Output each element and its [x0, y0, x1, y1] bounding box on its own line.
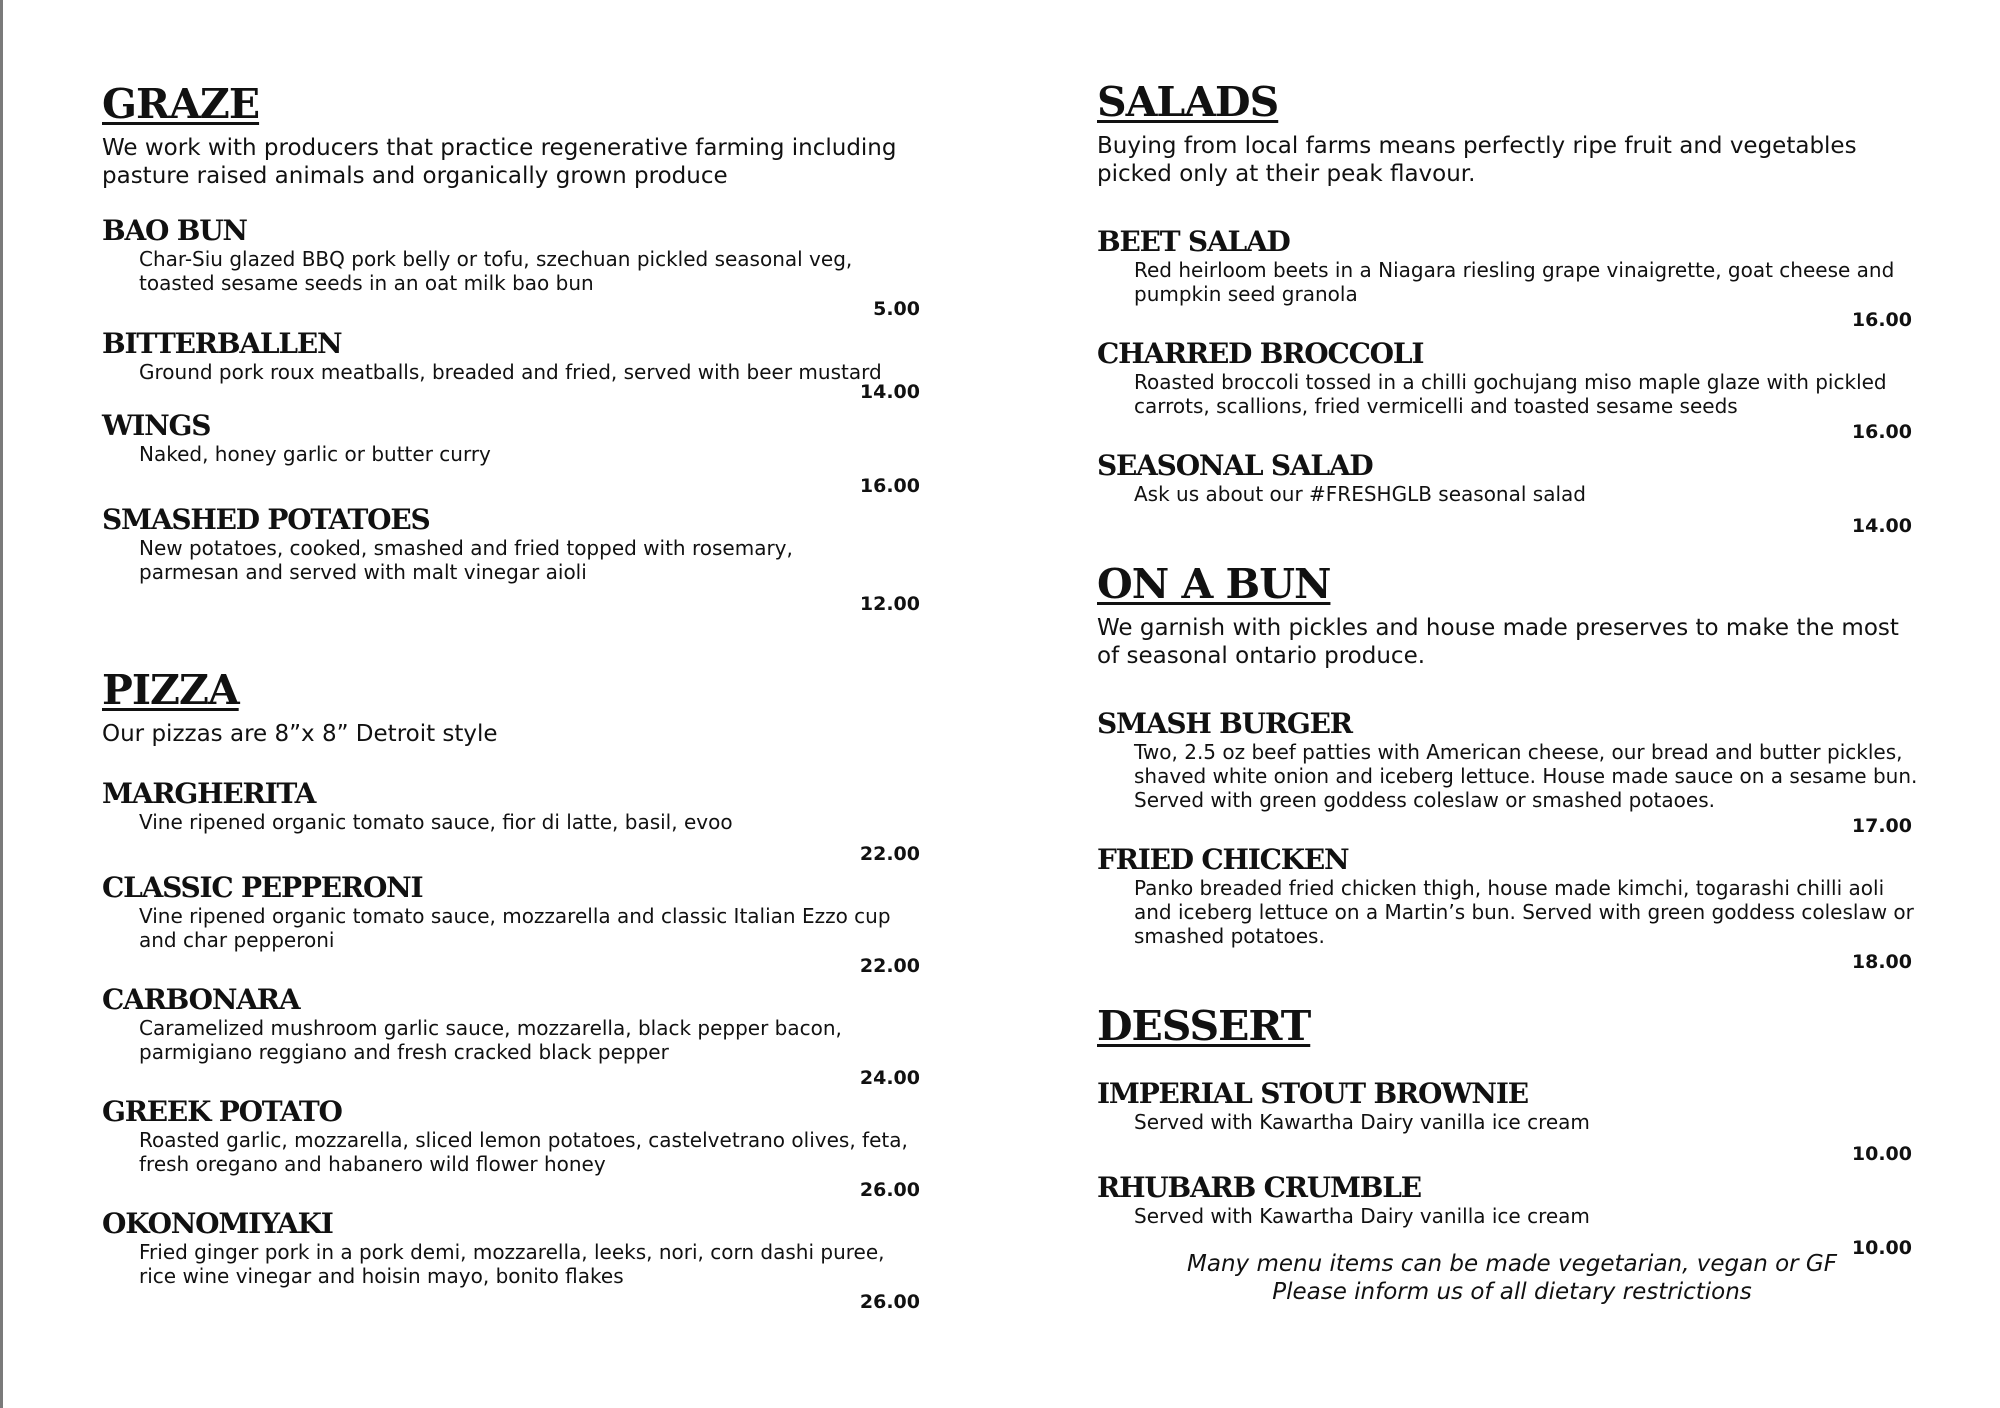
menu-item-rhubarb-crumble: [1097, 1172, 1927, 1260]
item-name: BITTERBALLEN: [102, 327, 342, 360]
item-description: Red heirloom beets in a Niagara riesling grape vinaigrette, goat cheese and pumpkin seed granola: [1134, 258, 1895, 306]
menu-item-charred-broccoli: [1097, 338, 1927, 444]
section-description: We work with producers that practice regenerative farming including pasture raised animals and organically grown produce: [102, 135, 897, 189]
menu-item-margherita: [102, 778, 922, 866]
item-description: Vine ripened organic tomato sauce, fior di latte, basil, evoo: [139, 810, 733, 834]
item-name: MARGHERITA: [102, 777, 316, 810]
menu-item-classic-pepperoni: [102, 872, 922, 978]
item-price: 16.00: [859, 475, 920, 497]
section-graze: [102, 80, 922, 616]
item-price: 26.00: [859, 1179, 920, 1201]
dietary-note-line-1: Many menu items can be made vegetarian, vegan or GF: [1187, 1251, 1837, 1277]
item-name: FRIED CHICKEN: [1097, 843, 1349, 876]
item-description: New potatoes, cooked, smashed and fried topped with rosemary, parmesan and served with malt vinegar aioli: [139, 536, 793, 584]
section-on-a-bun: [1097, 560, 1927, 974]
item-description: Served with Kawartha Dairy vanilla ice cream: [1134, 1204, 1590, 1228]
menu-item-carbonara: [102, 984, 922, 1090]
item-name: OKONOMIYAKI: [102, 1207, 333, 1240]
menu-item-bitterballen: [102, 328, 922, 404]
item-description: Char-Siu glazed BBQ pork belly or tofu, szechuan pickled seasonal veg, toasted sesame seeds in an oat milk bao bun: [139, 247, 853, 295]
menu-item-smash-burger: [1097, 708, 1927, 838]
section-title: PIZZA: [102, 666, 239, 714]
item-price: 16.00: [1851, 421, 1912, 443]
item-price: 10.00: [1851, 1237, 1912, 1259]
item-price: 5.00: [873, 298, 920, 320]
item-name: SMASH BURGER: [1097, 707, 1352, 740]
item-description: Caramelized mushroom garlic sauce, mozzarella, black pepper bacon, parmigiano reggiano and fresh cracked black pepper: [139, 1016, 842, 1064]
item-description: Panko breaded fried chicken thigh, house made kimchi, togarashi chilli aoli and iceberg lettuce on a Martin’s bun. Served with green goddess coleslaw or smashed potatoes.: [1134, 876, 1914, 948]
menu-item-beet-salad: [1097, 226, 1927, 332]
item-description: Naked, honey garlic or butter curry: [139, 442, 491, 466]
item-price: 10.00: [1851, 1143, 1912, 1165]
section-title: GRAZE: [102, 80, 260, 128]
item-description: Served with Kawartha Dairy vanilla ice cream: [1134, 1110, 1590, 1134]
menu-item-fried-chicken: [1097, 844, 1927, 974]
item-price: 16.00: [1851, 309, 1912, 331]
item-name: SEASONAL SALAD: [1097, 449, 1373, 482]
item-name: SMASHED POTATOES: [102, 503, 430, 536]
item-name: IMPERIAL STOUT BROWNIE: [1097, 1077, 1528, 1110]
item-price: 22.00: [859, 843, 920, 865]
section-dessert: [1097, 1002, 1927, 1260]
item-description: Roasted garlic, mozzarella, sliced lemon potatoes, castelvetrano olives, feta, fresh oregano and habanero wild flower honey: [139, 1128, 908, 1176]
section-title: ON A BUN: [1097, 560, 1331, 608]
section-title: SALADS: [1097, 78, 1279, 126]
menu-item-imperial-stout-brownie: [1097, 1078, 1927, 1166]
item-description: Fried ginger pork in a pork demi, mozzarella, leeks, nori, corn dashi puree, rice wine vinegar and hoisin mayo, bonito flakes: [139, 1240, 885, 1288]
item-description: Two, 2.5 oz beef patties with American cheese, our bread and butter pickles, shaved white onion and iceberg lettuce. House made sauce on a sesame bun. Served with green goddess coleslaw or smashed potaoes.: [1134, 740, 1918, 812]
item-name: RHUBARB CRUMBLE: [1097, 1171, 1421, 1204]
section-title: DESSERT: [1097, 1002, 1311, 1050]
item-price: 26.00: [859, 1291, 920, 1313]
dietary-note-line-2: Please inform us of all dietary restrictions: [1272, 1279, 1752, 1305]
item-price: 14.00: [859, 381, 920, 403]
item-price: 18.00: [1851, 951, 1912, 973]
menu-item-seasonal-salad: [1097, 450, 1927, 538]
menu-item-okonomiyaki: [102, 1208, 922, 1314]
right-column: [1097, 78, 1927, 1260]
section-pizza: [102, 666, 922, 1314]
item-price: 17.00: [1851, 815, 1912, 837]
section-description: Buying from local farms means perfectly ripe fruit and vegetables picked only at their peak flavour.: [1097, 133, 1857, 187]
item-description: Vine ripened organic tomato sauce, mozzarella and classic Italian Ezzo cup and char pepperoni: [139, 904, 891, 952]
item-price: 12.00: [859, 593, 920, 615]
item-price: 24.00: [859, 1067, 920, 1089]
item-description: Ask us about our #FRESHGLB seasonal salad: [1134, 482, 1586, 506]
item-name: CARBONARA: [102, 983, 300, 1016]
menu-item-smashed-potatoes: [102, 504, 922, 616]
item-name: BAO BUN: [102, 214, 247, 247]
left-column: [102, 80, 922, 1314]
section-description: We garnish with pickles and house made preserves to make the most of seasonal ontario produce.: [1097, 615, 1899, 669]
menu-item-greek-potato: [102, 1096, 922, 1202]
item-price: 22.00: [859, 955, 920, 977]
item-description: Roasted broccoli tossed in a chilli gochujang miso maple glaze with pickled carrots, scallions, fried vermicelli and toasted sesame seeds: [1134, 370, 1887, 418]
item-name: CLASSIC PEPPERONI: [102, 871, 423, 904]
section-salads: [1097, 78, 1927, 538]
menu-item-wings: [102, 410, 922, 498]
menu-item-bao-bun: [102, 215, 922, 321]
item-name: GREEK POTATO: [102, 1095, 342, 1128]
dietary-note: [1097, 1250, 1927, 1306]
item-name: CHARRED BROCCOLI: [1097, 337, 1424, 370]
item-description: Ground pork roux meatballs, breaded and fried, served with beer mustard: [139, 360, 882, 384]
item-name: BEET SALAD: [1097, 225, 1290, 258]
item-price: 14.00: [1851, 515, 1912, 537]
item-name: WINGS: [102, 409, 211, 442]
page-edge: [0, 0, 3, 1408]
section-description: Our pizzas are 8”x 8” Detroit style: [102, 721, 498, 747]
